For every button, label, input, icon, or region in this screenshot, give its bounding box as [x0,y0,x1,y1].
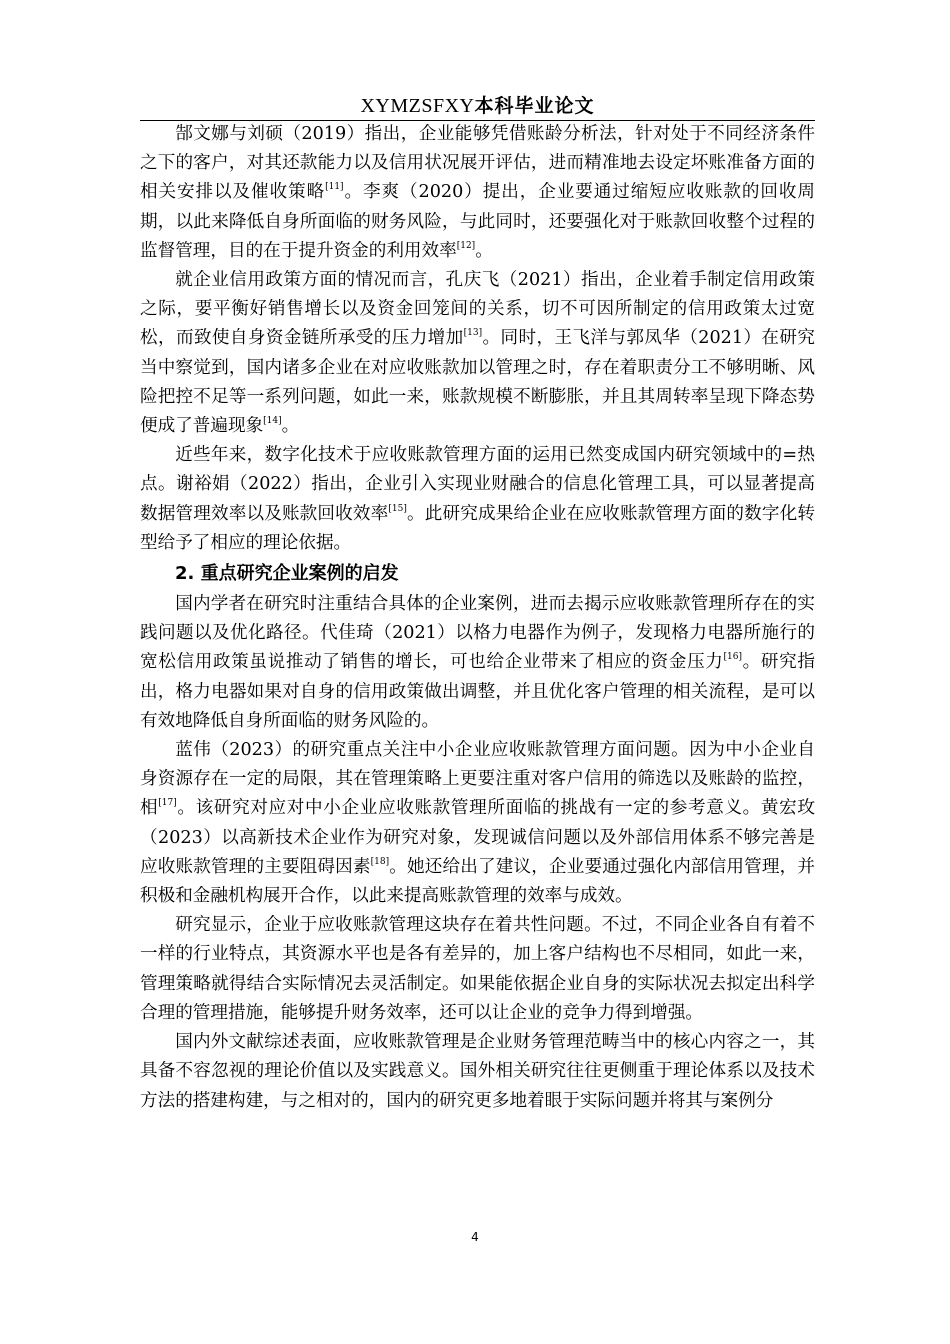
citation-11: [11] [325,182,344,193]
citation-13: [13] [463,328,483,339]
paragraph-2-text-a: 就企业信用政策方面的情况而言，孔庆飞（2021）指出，企业着手制定信用政策之际，要平衡好销售增长以及资金回笼间的关系，切不可因所制定的信用政策太过宽松，而致使自身资金链所承受的压力增加 [140,270,815,349]
paragraph-3 [140,441,815,558]
section-heading: 2. 重点研究企业案例的启发 [175,563,399,585]
paragraph-4 [140,590,815,736]
paragraph-5-text-c: 。她还给出了建议，企业要通过强化内部信用管理，并积极和金融机构展开合作，以此来提高账款管理的效率与成效。 [140,856,815,907]
citation-18: [18] [370,856,390,867]
citation-17: [17] [158,798,177,809]
paragraph-5-text-a: 蓝伟（2023）的研究重点关注中小企业应收账款管理方面问题。因为中小企业自身资源存在一定的局限，其在管理策略上更要注重对客户信用的筛选以及账龄的监控，相 [140,740,815,819]
paragraph-1-text-c: 。 [475,240,493,261]
body-text [140,120,815,1116]
citation-12: [12] [456,240,476,251]
header-code: XYMZSFXY [360,95,475,117]
paragraph-7: 国内外文献综述表面，应收账款管理是企业财务管理范畴当中的核心内容之一，其具备不容忽视的理论价值以及实践意义。国外相关研究往往更侧重于理论体系以及技术方法的搭建构建，与之相对的，国内的研究更多地着眼于实际问题并将其与案例分 [140,1032,815,1111]
paragraph-1-text-a: 郜文娜与刘硕（2019）指出，企业能够凭借账龄分析法，针对处于不同经济条件之下的客户，对其还款能力以及信用状况展开评估，进而精准地去设定坏账准备方面的相关安排以及催收策略 [140,124,815,203]
paragraph-2 [140,266,815,441]
citation-14: [14] [263,416,282,427]
paragraph-5-text-b: 。该研究对应对中小企业应收账款管理所面临的挑战有一定的参考意义。黄宏玫（2023）以高新技术企业作为研究对象，发现诚信问题以及外部信用体系不够完善是应收账款管理的主要阻碍因素 [140,798,815,877]
paragraph-1 [140,120,815,266]
citation-16: [16] [723,652,743,663]
paragraph-4-text-b: 。研究指出，格力电器如果对自身的信用政策做出调整，并且优化客户管理的相关流程，是可以有效地降低自身所面临的财务风险的。 [140,652,815,731]
citation-15: [15] [388,503,407,514]
paragraph-3-text-a: 近些年来，数字化技术于应收账款管理方面的运用已然变成国内研究领域中的=热点。谢裕娟（2022）指出，企业引入实现业财融合的信息化管理工具，可以显著提高数据管理效率以及账款回收效率 [140,445,815,524]
paragraph-3-text-b: 。此研究成果给企业在应收账款管理方面的数字化转型给予了相应的理论依据。 [140,503,815,553]
paragraph-5 [140,736,815,911]
page-header [140,94,815,121]
paragraph-4-text-a: 国内学者在研究时注重结合具体的企业案例，进而去揭示应收账款管理所存在的实践问题以及优化路径。代佳琦（2021）以格力电器作为例子，发现格力电器所施行的宽松信用政策虽说推动了销售的增长，可也给企业带来了相应的资金压力 [140,594,815,673]
paragraph-2-text-c: 。 [281,416,300,437]
paragraph-6: 研究显示，企业于应收账款管理这块存在着共性问题。不过，不同企业各自有着不一样的行业特点，其资源水平也是各有差异的，加上客户结构也不尽相同，如此一来，管理策略就得结合实际情况去灵活制定。如果能依据企业自身的实际状况去拟定出科学合理的管理措施，能够提升财务效率，还可以让企业的竞争力得到增强。 [140,915,815,1023]
header-title: 本科毕业论文 [474,95,595,117]
paragraph-2-text-b: 。同时，王飞洋与郭凤华（2021）在研究当中察觉到，国内诸多企业在对应收账款加以管理之时，存在着职责分工不够明晰、风险把控不足等一系列问题，如此一来，账款规模不断膨胀，并且其周转率呈现下降态势便成了普遍现象 [140,328,815,437]
page-number: 4 [471,1230,479,1244]
paragraph-1-text-b: 。李爽（2020）提出，企业要通过缩短应收账款的回收周期，以此来降低自身所面临的财务风险，与此同时，还要强化对于账款回收整个过程的监督管理，目的在于提升资金的利用效率 [140,182,815,261]
